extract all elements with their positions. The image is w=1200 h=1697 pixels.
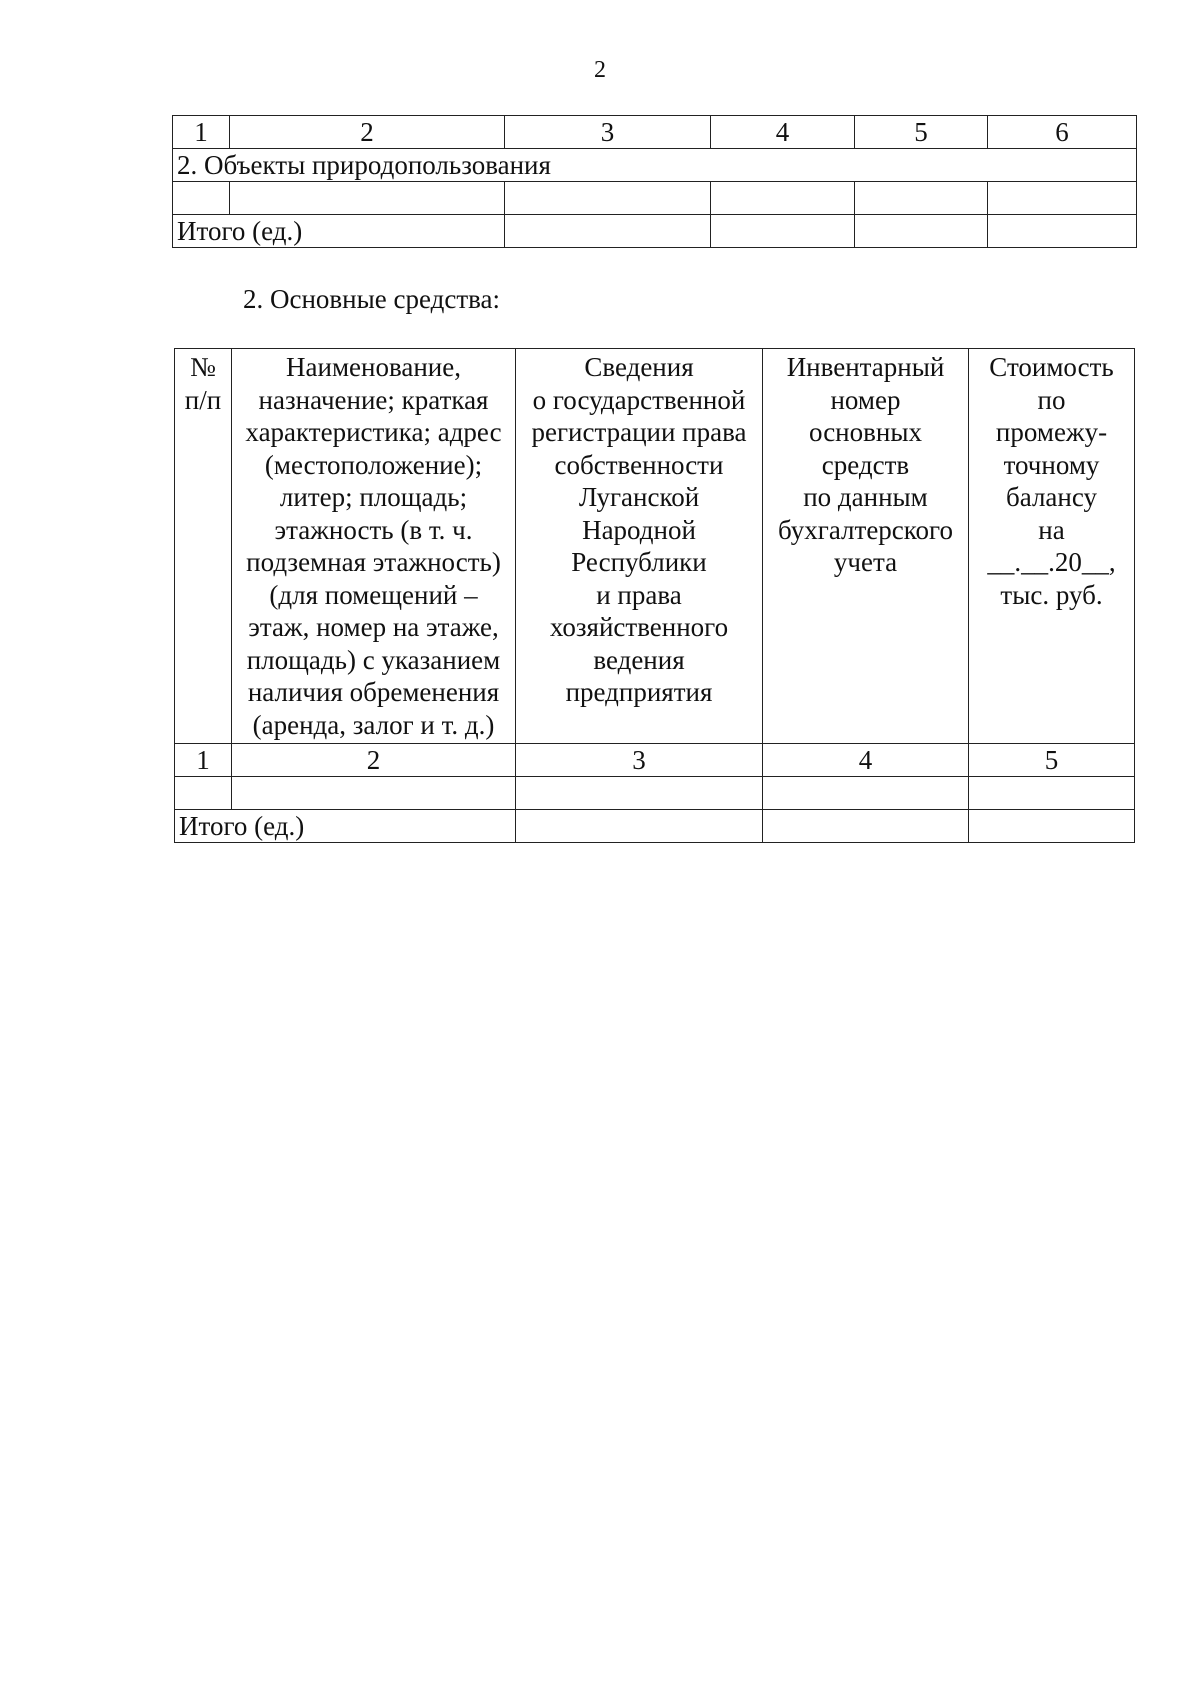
column-number-row [173, 116, 1137, 149]
column-number-cell: 2 [230, 116, 505, 149]
header-cell-name: Наименование, назначение; краткая характеристика; адрес (местоположение); литер; площадь; этажность (в т. ч. подземная этажность) (для помещений – этаж, номер на этаже, площадь) с указанием наличия обременения (аренда, залог и т. д.) [232, 349, 516, 744]
empty-cell [763, 810, 969, 843]
column-number-cell: 3 [516, 744, 763, 777]
column-number-cell: 4 [763, 744, 969, 777]
empty-cell [505, 215, 711, 248]
total-row [173, 215, 1137, 248]
empty-cell [969, 810, 1135, 843]
empty-data-row [175, 777, 1135, 810]
column-number-cell: 2 [232, 744, 516, 777]
empty-cell [230, 182, 505, 215]
empty-cell [175, 777, 232, 810]
empty-cell [855, 182, 988, 215]
section-heading: 2. Основные средства: [243, 284, 501, 314]
section-row [173, 149, 1137, 182]
column-number-cell: 3 [505, 116, 711, 149]
empty-cell [505, 182, 711, 215]
column-number-cell: 6 [988, 116, 1137, 149]
fixed-assets-table [174, 348, 1135, 843]
page-number: 2 [594, 57, 606, 83]
header-cell-registration: Сведения о государственной регистрации права собственности Луганской Народной Республики и права хозяйственного ведения предприятия [516, 349, 763, 744]
empty-cell [232, 777, 516, 810]
column-number-cell: 1 [175, 744, 232, 777]
total-label-cell: Итого (ед.) [175, 810, 516, 843]
empty-cell [711, 215, 855, 248]
empty-cell [173, 182, 230, 215]
empty-cell [763, 777, 969, 810]
column-number-row [175, 744, 1135, 777]
header-cell-inventory-number: Инвентарный номер основных средств по данным бухгалтерского учета [763, 349, 969, 744]
header-cell-cost: Стоимость по промежу- точному балансу на __.__.20__, тыс. руб. [969, 349, 1135, 744]
total-row [175, 810, 1135, 843]
empty-cell [711, 182, 855, 215]
empty-cell [988, 215, 1137, 248]
column-number-cell: 4 [711, 116, 855, 149]
empty-data-row [173, 182, 1137, 215]
empty-cell [969, 777, 1135, 810]
empty-cell [516, 777, 763, 810]
natural-resources-table [172, 115, 1137, 248]
empty-cell [516, 810, 763, 843]
total-label-cell: Итого (ед.) [173, 215, 505, 248]
section-title-cell: 2. Объекты природопользования [173, 149, 1137, 182]
empty-cell [988, 182, 1137, 215]
column-number-cell: 1 [173, 116, 230, 149]
header-row [175, 349, 1135, 744]
header-cell-number: № п/п [175, 349, 232, 744]
column-number-cell: 5 [855, 116, 988, 149]
empty-cell [855, 215, 988, 248]
column-number-cell: 5 [969, 744, 1135, 777]
